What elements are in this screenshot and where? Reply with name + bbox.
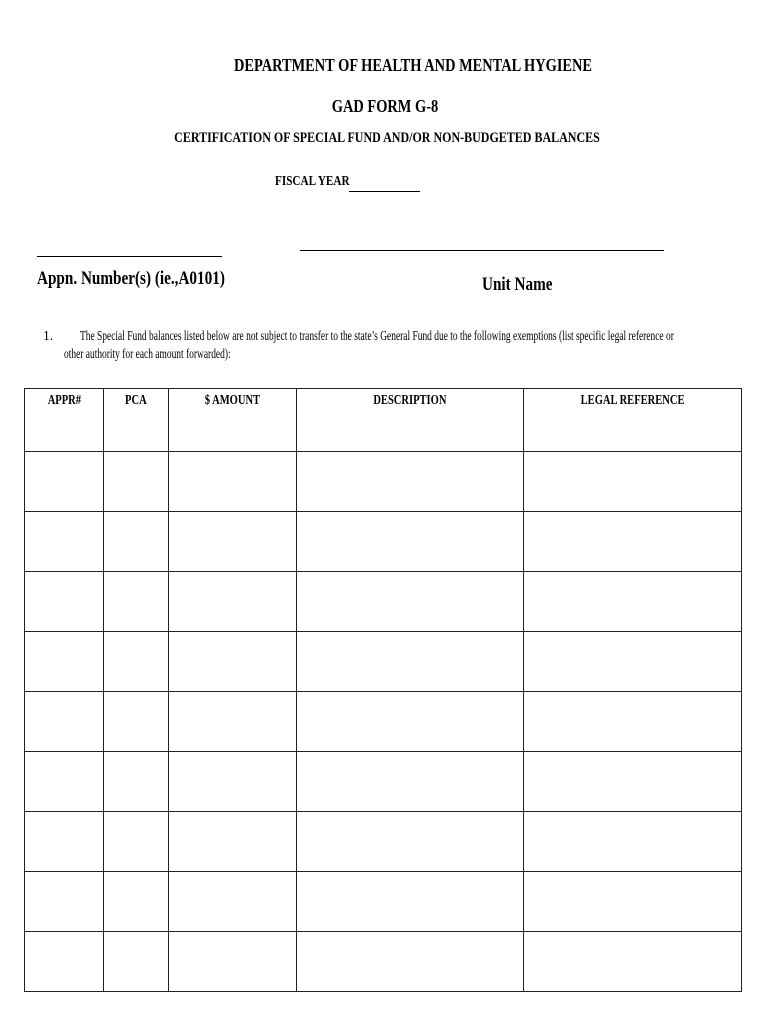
- paragraph-number: 1.: [43, 328, 54, 343]
- cell-description[interactable]: [297, 692, 524, 752]
- cell-description[interactable]: [297, 632, 524, 692]
- appn-number-field[interactable]: [37, 256, 222, 257]
- cell-legal-reference[interactable]: [524, 812, 742, 872]
- table-header-row: [25, 389, 742, 452]
- cell-pca[interactable]: [104, 872, 169, 932]
- cell-amount[interactable]: [169, 452, 297, 512]
- cell-amount[interactable]: [169, 572, 297, 632]
- cell-legal-reference[interactable]: [524, 632, 742, 692]
- cell-pca[interactable]: [104, 452, 169, 512]
- cell-amount[interactable]: [169, 932, 297, 992]
- cell-description[interactable]: [297, 932, 524, 992]
- cell-appr[interactable]: [25, 872, 104, 932]
- cell-appr[interactable]: [25, 932, 104, 992]
- cell-amount[interactable]: [169, 872, 297, 932]
- cell-description[interactable]: [297, 572, 524, 632]
- cell-legal-reference[interactable]: [524, 572, 742, 632]
- table-row: [25, 512, 742, 572]
- column-header-description: DESCRIPTION: [297, 389, 524, 452]
- cell-pca[interactable]: [104, 512, 169, 572]
- unit-name-label: Unit Name: [482, 274, 553, 295]
- certification-title: CERTIFICATION OF SPECIAL FUND AND/OR NON-BUDGETED BALANCES: [174, 130, 600, 146]
- table-row: [25, 692, 742, 752]
- cell-appr[interactable]: [25, 452, 104, 512]
- cell-description[interactable]: [297, 452, 524, 512]
- fund-balance-table: [24, 388, 742, 992]
- cell-amount[interactable]: [169, 752, 297, 812]
- cell-description[interactable]: [297, 872, 524, 932]
- cell-legal-reference[interactable]: [524, 452, 742, 512]
- form-number: GAD FORM G-8: [331, 96, 439, 116]
- table-row: [25, 572, 742, 632]
- column-header-amount: $ AMOUNT: [169, 389, 297, 452]
- cell-amount[interactable]: [169, 812, 297, 872]
- table-row: [25, 632, 742, 692]
- table-row: [25, 452, 742, 512]
- cell-pca[interactable]: [104, 572, 169, 632]
- cell-pca[interactable]: [104, 932, 169, 992]
- cell-appr[interactable]: [25, 692, 104, 752]
- cell-pca[interactable]: [104, 632, 169, 692]
- cell-pca[interactable]: [104, 812, 169, 872]
- paragraph-line-2: other authority for each amount forwarded):: [64, 346, 231, 361]
- department-title: DEPARTMENT OF HEALTH AND MENTAL HYGIENE: [233, 55, 593, 75]
- cell-description[interactable]: [297, 752, 524, 812]
- column-header-appr: APPR#: [25, 389, 104, 452]
- paragraph-line-1: The Special Fund balances listed below are not subject to transfer to the state’s General Fund due to the following exemptions (list specific legal reference or: [80, 328, 674, 343]
- cell-description[interactable]: [297, 812, 524, 872]
- cell-pca[interactable]: [104, 692, 169, 752]
- table-row: [25, 872, 742, 932]
- cell-legal-reference[interactable]: [524, 752, 742, 812]
- cell-description[interactable]: [297, 512, 524, 572]
- unit-name-field[interactable]: [300, 250, 664, 251]
- cell-amount[interactable]: [169, 692, 297, 752]
- appn-number-label: Appn. Number(s) (ie.,A0101): [37, 268, 225, 289]
- cell-amount[interactable]: [169, 512, 297, 572]
- cell-appr[interactable]: [25, 752, 104, 812]
- cell-appr[interactable]: [25, 632, 104, 692]
- table-row: [25, 812, 742, 872]
- cell-appr[interactable]: [25, 812, 104, 872]
- cell-legal-reference[interactable]: [524, 872, 742, 932]
- column-header-legal-reference: LEGAL REFERENCE: [524, 389, 742, 452]
- cell-legal-reference[interactable]: [524, 512, 742, 572]
- column-header-pca: PCA: [104, 389, 169, 452]
- cell-legal-reference[interactable]: [524, 692, 742, 752]
- table-row: [25, 752, 742, 812]
- fiscal-year-field[interactable]: [349, 191, 420, 192]
- cell-amount[interactable]: [169, 632, 297, 692]
- cell-appr[interactable]: [25, 512, 104, 572]
- cell-pca[interactable]: [104, 752, 169, 812]
- table-row: [25, 932, 742, 992]
- cell-legal-reference[interactable]: [524, 932, 742, 992]
- cell-appr[interactable]: [25, 572, 104, 632]
- fiscal-year-label: FISCAL YEAR: [275, 174, 350, 189]
